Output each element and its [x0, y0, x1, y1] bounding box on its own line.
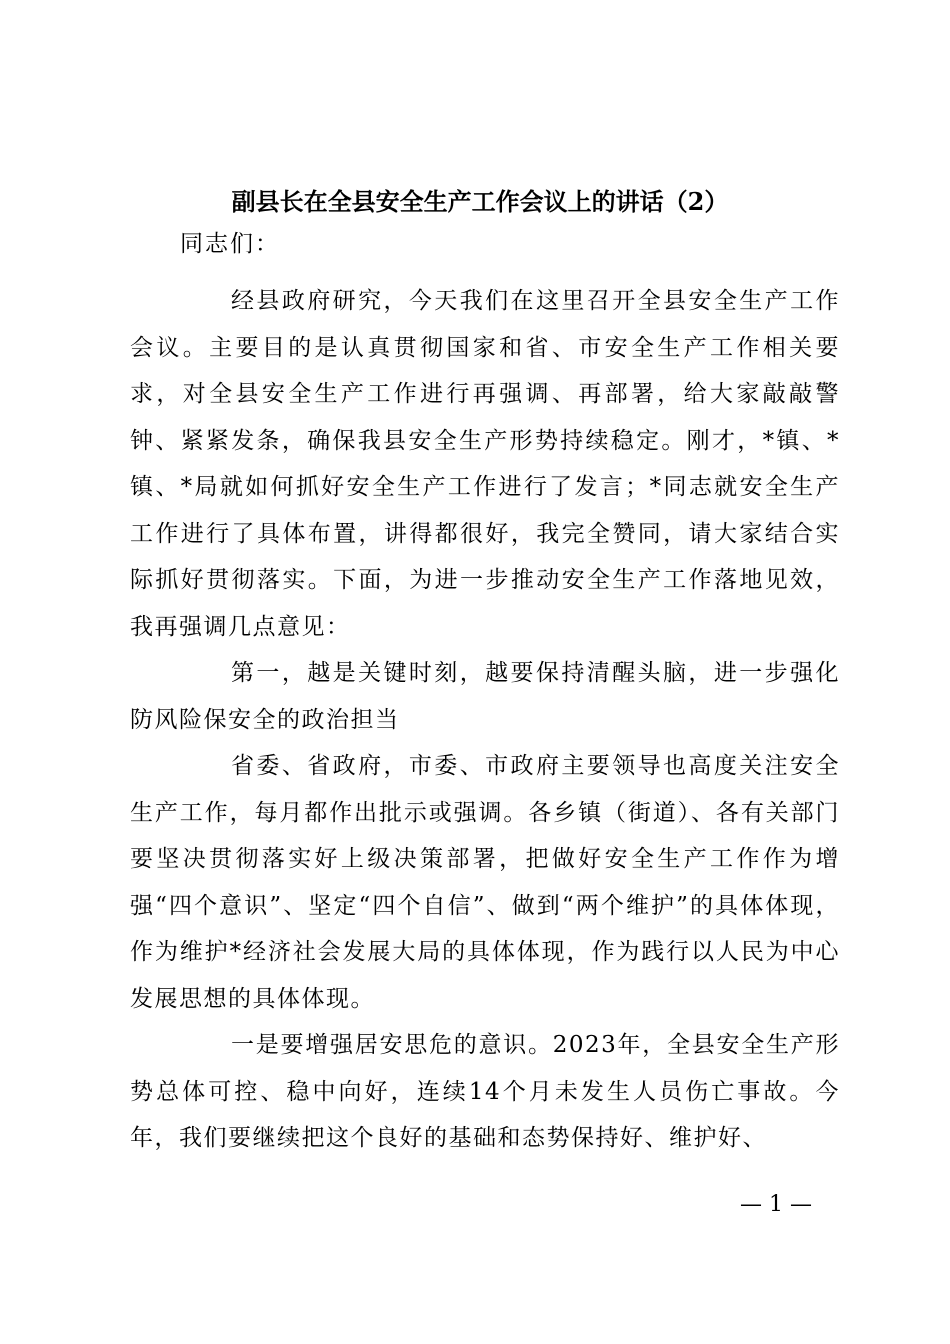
paragraph-heading-first: 第一，越是关键时刻，越要保持清醒头脑，进一步强化防风险保安全的政治担当	[130, 660, 840, 733]
page-number: — 1 —	[740, 1192, 812, 1217]
paragraph-intro: 经县政府研究，今天我们在这里召开全县安全生产工作会议。主要目的是认真贯彻国家和省、市安全生产工作相关要求，对全县安全生产工作进行再强调、再部署，给大家敲敲警钟、紧紧发条，确保我县安全生产形势持续稳定。刚才，*镇、*镇、*局就如何抓好安全生产工作进行了发言；*同志就安全生产工作进行了具体布置，讲得都很好，我完全赞同，请大家结合实际抓好贯彻落实。下面，为进一步推动安全生产工作落地见效，我再强调几点意见：	[130, 288, 840, 640]
paragraph-policy: 省委、省政府，市委、市政府主要领导也高度关注安全生产工作，每月都作出批示或强调。各乡镇（街道）、各有关部门要坚决贯彻落实好上级决策部署，把做好安全生产工作作为增强“四个意识”、坚定“四个自信”、做到“两个维护”的具体体现，作为维护*经济社会发展大局的具体体现，作为践行以人民为中心发展思想的具体体现。	[130, 753, 840, 1012]
document-title: 副县长在全县安全生产工作会议上的讲话（2）	[231, 187, 729, 216]
salutation: 同志们：	[180, 231, 280, 257]
document-body	[130, 278, 840, 1162]
paragraph-point-one: 一是要增强居安思危的意识。2023年，全县安全生产形势总体可控、稳中向好，连续14个月未发生人员伤亡事故。今年，我们要继续把这个良好的基础和态势保持好、维护好、	[130, 1032, 840, 1151]
